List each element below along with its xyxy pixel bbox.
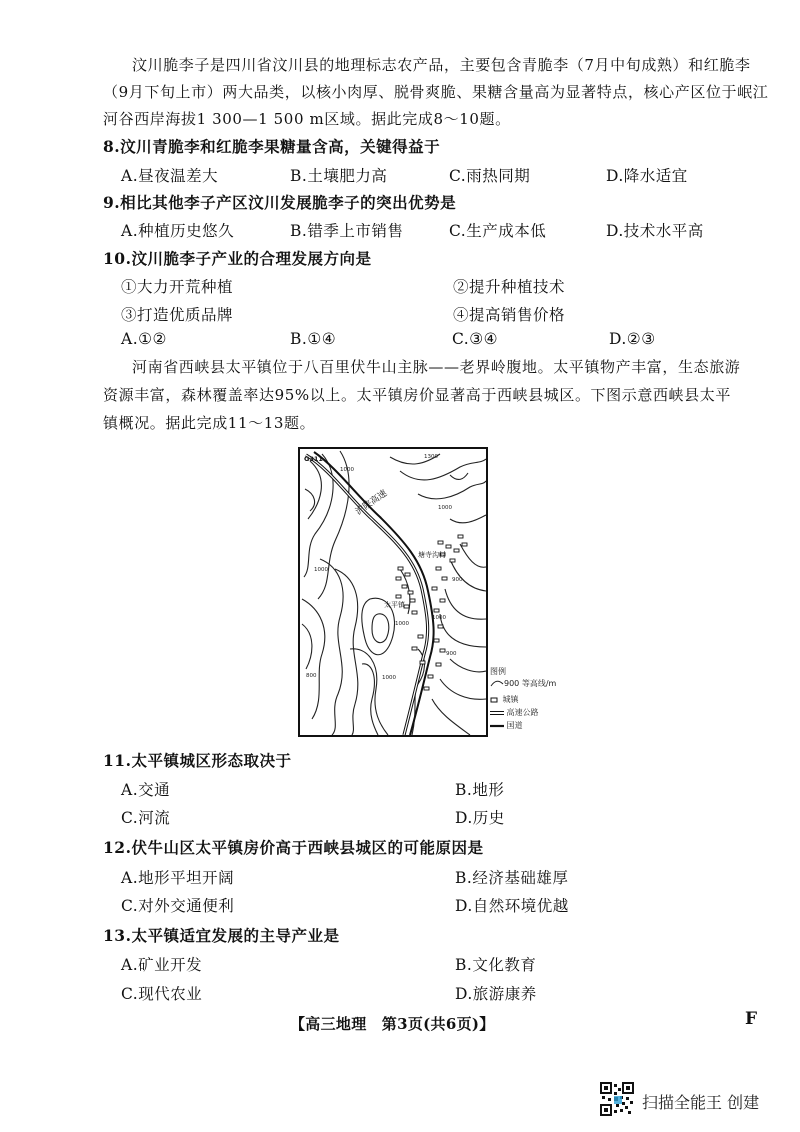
q9-option-c: C.生产成本低: [449, 222, 547, 240]
q10-item-2: ②提升种植技术: [453, 278, 566, 296]
version-label: F: [745, 1009, 758, 1029]
legend-contour: [490, 678, 556, 689]
q8-option-b: B.土壤肥力高: [290, 167, 388, 185]
contour-label: 1000: [340, 467, 354, 473]
contour-lines: [302, 451, 486, 735]
q9-option-a: A.种植历史悠久: [121, 222, 235, 240]
q11-option-b: B.地形: [455, 781, 505, 799]
contour-label: 1300: [424, 454, 438, 460]
q13-option-d: D.旅游康养: [455, 985, 537, 1003]
q10-option-d: D.②③: [609, 330, 656, 348]
scanner-watermark: 扫描全能王 创建: [642, 1093, 760, 1112]
q11-stem: 11.太平镇城区形态取决于: [103, 751, 292, 770]
legend-highway: [490, 707, 539, 718]
q10-item-3: ③打造优质品牌: [121, 306, 234, 324]
q12-option-b: B.经济基础雄厚: [455, 869, 569, 887]
contour-label: 1000: [382, 675, 396, 681]
contour-symbol-icon: [490, 680, 504, 688]
contour-label: 1000: [438, 505, 452, 511]
town-symbol-icon: [490, 696, 500, 704]
q13-option-a: A.矿业开发: [121, 956, 203, 974]
town-label: 太平镇: [384, 601, 405, 609]
legend-national-road: [490, 720, 523, 731]
q13-option-c: C.现代农业: [121, 985, 203, 1003]
village-label: 塘寺沟村: [418, 551, 446, 559]
contour-label: 1000: [314, 567, 328, 573]
legend-title: 图例: [490, 667, 506, 676]
national-road-symbol-icon: [490, 722, 504, 730]
q10-item-1: ①大力开荒种植: [121, 278, 234, 296]
legend-town-label: 城镇: [502, 695, 519, 704]
legend-contour-label: 等高线/m: [521, 679, 557, 688]
q10-option-c: C.③④: [452, 330, 499, 348]
passage1-line3: 河谷西岸海拔1 300—1 500 m区域。据此完成8～10题。: [103, 110, 511, 128]
highway-symbol-icon: [490, 709, 504, 717]
q8-stem: 8.汶川青脆李和红脆李果糖量含高，关键得益于: [103, 137, 441, 156]
route-label: G311: [304, 455, 323, 463]
passage1-line1: 汶川脆李子是四川省汶川县的地理标志农产品，主要包含青脆李（7月中旬成熟）和红脆李: [132, 56, 751, 74]
page-footer: 【高三地理 第3页(共6页)】: [290, 1015, 495, 1033]
q13-option-b: B.文化教育: [455, 956, 537, 974]
taiping-town-map: [298, 447, 488, 737]
map-svg: [300, 449, 486, 735]
q11-option-a: A.交通: [121, 781, 171, 799]
legend-national-road-label: 国道: [506, 721, 523, 730]
passage1-line2: （9月下旬上市）两大品类，以核小肉厚、脱骨爽脆、果糖含量高为显著特点，核心产区位于岷江: [103, 83, 769, 101]
legend-highway-label: 高速公路: [506, 708, 539, 717]
q10-item-4: ④提高销售价格: [453, 306, 566, 324]
q12-stem: 12.伏牛山区太平镇房价高于西峡县城区的可能原因是: [103, 838, 484, 857]
q10-stem: 10.汶川脆李子产业的合理发展方向是: [103, 249, 372, 268]
qr-code-icon: [600, 1082, 634, 1116]
q8-option-c: C.雨热同期: [449, 167, 531, 185]
q9-option-b: B.错季上市销售: [290, 222, 404, 240]
q10-option-b: B.①④: [290, 330, 337, 348]
q9-stem: 9.相比其他李子产区汶川发展脆李子的突出优势是: [103, 193, 457, 212]
passage2-line3: 镇概况。据此完成11～13题。: [103, 414, 316, 432]
legend-town: [490, 694, 519, 705]
q11-option-c: C.河流: [121, 809, 171, 827]
contour-label: 900: [452, 577, 463, 583]
q12-option-c: C.对外交通便利: [121, 897, 235, 915]
contour-label: 1000: [395, 621, 409, 627]
q12-option-a: A.地形平坦开阔: [121, 869, 235, 887]
q8-option-d: D.降水适宜: [606, 167, 688, 185]
q9-option-d: D.技术水平高: [606, 222, 704, 240]
q8-option-a: A.昼夜温差大: [121, 167, 219, 185]
contour-label: 800: [306, 673, 317, 679]
legend-contour-sample: 900: [504, 679, 520, 688]
q12-option-d: D.自然环境优越: [455, 897, 569, 915]
passage2-line1: 河南省西峡县太平镇位于八百里伏牛山主脉——老界岭腹地。太平镇物产丰富，生态旅游: [132, 358, 741, 376]
contour-label: 1000: [432, 615, 446, 621]
passage2-line2: 资源丰富，森林覆盖率达95%以上。太平镇房价显著高于西峡县城区。下图示意西峡县太平: [103, 386, 731, 404]
contour-label: 900: [446, 651, 457, 657]
q13-stem: 13.太平镇适宜发展的主导产业是: [103, 926, 340, 945]
q11-option-d: D.历史: [455, 809, 505, 827]
q10-option-a: A.①②: [121, 330, 167, 348]
highway-label: 沪陕高速: [353, 488, 390, 518]
